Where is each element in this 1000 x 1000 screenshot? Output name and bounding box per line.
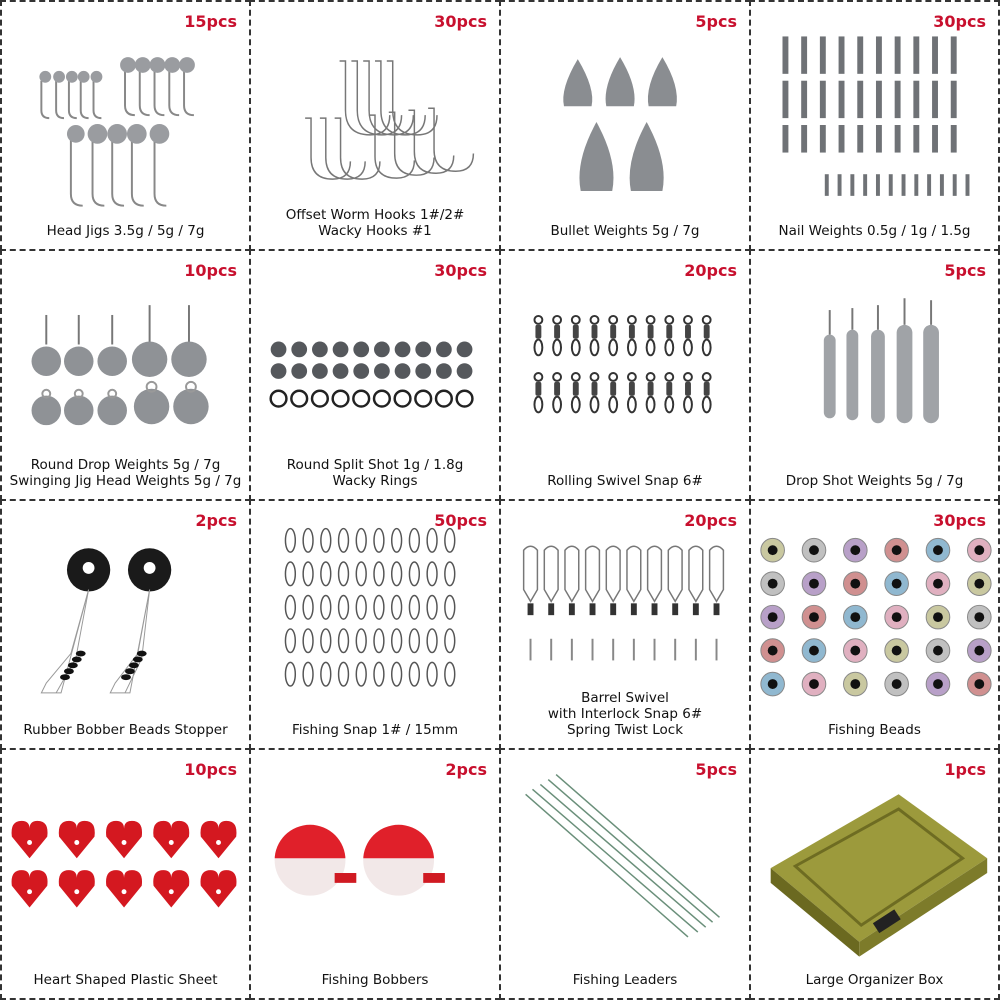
item-cell-bullet-weights xyxy=(499,0,751,251)
item-cell-fishing-snap xyxy=(249,499,501,750)
item-count: 1pcs xyxy=(944,760,986,779)
item-label: Fishing Snap 1# / 15mm xyxy=(291,722,459,738)
head-jigs-image xyxy=(2,2,249,249)
fishing-snap-image xyxy=(251,501,499,748)
item-label: Round Drop Weights 5g / 7g Swinging Jig Head Weights 5g / 7g xyxy=(9,457,242,489)
item-count: 20pcs xyxy=(684,261,737,280)
item-label: Fishing Leaders xyxy=(572,972,678,988)
item-cell-drop-shot xyxy=(749,249,1000,501)
item-cell-round-drop-weights xyxy=(0,249,251,501)
item-label: Fishing Bobbers xyxy=(321,972,429,988)
item-label: Large Organizer Box xyxy=(805,972,944,988)
item-cell-split-shot xyxy=(249,249,501,501)
item-count: 30pcs xyxy=(933,12,986,31)
item-cell-fishing-leaders xyxy=(499,748,751,1000)
bobbers-image xyxy=(251,750,499,998)
item-label: Head Jigs 3.5g / 5g / 7g xyxy=(46,223,205,239)
item-label: Fishing Beads xyxy=(828,722,921,738)
item-count: 30pcs xyxy=(933,511,986,530)
fishing-beads-image xyxy=(751,501,998,748)
item-label: Offset Worm Hooks 1#/2# Wacky Hooks #1 xyxy=(285,207,465,239)
item-count: 5pcs xyxy=(944,261,986,280)
bullet-weights-image xyxy=(501,2,749,249)
item-count: 30pcs xyxy=(434,12,487,31)
item-count: 5pcs xyxy=(695,760,737,779)
item-count: 2pcs xyxy=(195,511,237,530)
item-cell-offset-worm-hooks xyxy=(249,0,501,251)
item-cell-head-jigs xyxy=(0,0,251,251)
rolling-swivel-image xyxy=(501,251,749,499)
item-label: Bullet Weights 5g / 7g xyxy=(550,223,700,239)
item-cell-fishing-beads xyxy=(749,499,1000,750)
item-cell-organizer-box xyxy=(749,748,1000,1000)
item-count: 30pcs xyxy=(434,261,487,280)
bobber-stopper-image xyxy=(2,501,249,748)
item-label: Rubber Bobber Beads Stopper xyxy=(23,722,228,738)
item-count: 10pcs xyxy=(184,261,237,280)
item-count: 15pcs xyxy=(184,12,237,31)
organizer-box-image xyxy=(751,750,998,998)
item-label: Nail Weights 0.5g / 1g / 1.5g xyxy=(778,223,971,239)
item-cell-barrel-swivel xyxy=(499,499,751,750)
heart-sheet-image xyxy=(2,750,249,998)
fishing-leaders-image xyxy=(501,750,749,998)
item-label: Barrel Swivel with Interlock Snap 6# Spring Twist Lock xyxy=(547,690,703,738)
item-label: Drop Shot Weights 5g / 7g xyxy=(785,473,964,489)
item-cell-heart-sheet xyxy=(0,748,251,1000)
item-cell-nail-weights xyxy=(749,0,1000,251)
nail-weights-image xyxy=(751,2,998,249)
drop-shot-image xyxy=(751,251,998,499)
item-label: Heart Shaped Plastic Sheet xyxy=(33,972,218,988)
item-cell-bobbers xyxy=(249,748,501,1000)
item-cell-bobber-stopper xyxy=(0,499,251,750)
item-count: 50pcs xyxy=(434,511,487,530)
item-label: Round Split Shot 1g / 1.8g Wacky Rings xyxy=(286,457,464,489)
item-label: Rolling Swivel Snap 6# xyxy=(547,473,703,489)
item-cell-rolling-swivel xyxy=(499,249,751,501)
item-count: 5pcs xyxy=(695,12,737,31)
item-count: 20pcs xyxy=(684,511,737,530)
item-count: 10pcs xyxy=(184,760,237,779)
item-count: 2pcs xyxy=(445,760,487,779)
